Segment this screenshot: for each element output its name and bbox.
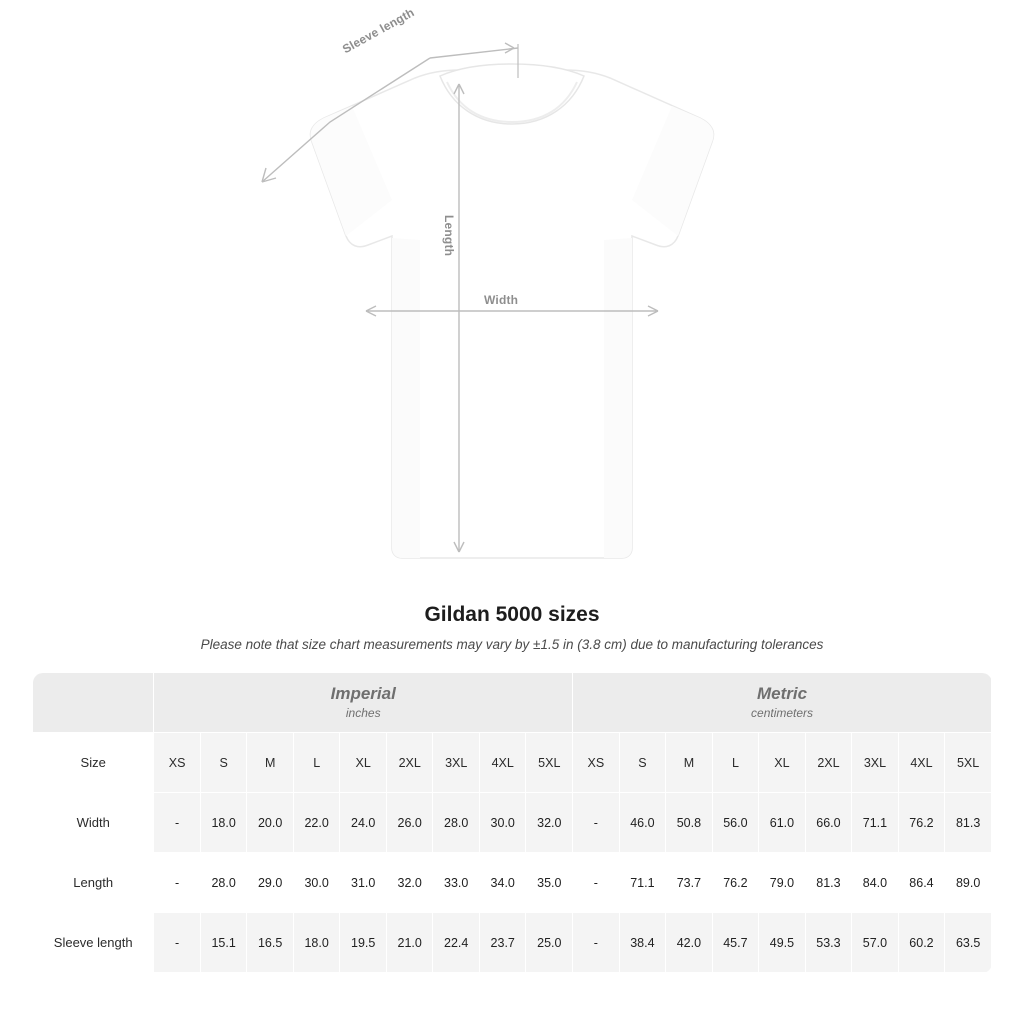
measurement-cell: 81.3 [945,793,992,853]
measurement-cell: 63.5 [945,913,992,973]
measurement-cell: 71.1 [852,793,899,853]
measurement-cell: 38.4 [619,913,666,973]
measurement-cell: 86.4 [898,853,945,913]
measurement-cell: - [154,793,201,853]
size-header-cell: S [619,733,666,793]
measurement-cell: 73.7 [666,853,713,913]
measurement-cell: 60.2 [898,913,945,973]
table-row [33,793,992,853]
size-header-cell: 2XL [386,733,433,793]
unit-subtitle: inches [345,706,381,721]
measurement-cell: 20.0 [247,793,294,853]
row-label: Length [33,853,154,913]
measurement-cell: 50.8 [666,793,713,853]
measurement-cell: 15.1 [200,913,247,973]
measurement-cell: 79.0 [759,853,806,913]
table-row [33,913,992,973]
measurement-cell: - [573,853,620,913]
size-header-cell: XL [759,733,806,793]
measurement-cell: 46.0 [619,793,666,853]
table-row [33,853,992,913]
measurement-cell: 22.4 [433,913,480,973]
measurement-cell: 32.0 [526,793,573,853]
size-header-cell: 5XL [526,733,573,793]
measurement-cell: 16.5 [247,913,294,973]
unit-subtitle: centimeters [751,706,814,721]
size-header-cell: 3XL [852,733,899,793]
measurement-cell: 81.3 [805,853,852,913]
size-header-cell: 4XL [898,733,945,793]
size-header-cell: M [666,733,713,793]
size-header-label: Size [33,733,154,793]
measurement-cell: 28.0 [200,853,247,913]
size-header-cell: 5XL [945,733,992,793]
row-label: Sleeve length [33,913,154,973]
measurement-cell: - [154,913,201,973]
measurement-cell: 25.0 [526,913,573,973]
measurement-cell: 18.0 [293,913,340,973]
size-header-cell: XS [154,733,201,793]
measurement-cell: 19.5 [340,913,387,973]
measurement-cell: 26.0 [386,793,433,853]
unit-header-imperial [154,673,573,733]
measurement-cell: 71.1 [619,853,666,913]
measurement-cell: - [154,853,201,913]
measurement-cell: 30.0 [479,793,526,853]
measurement-cell: 28.0 [433,793,480,853]
measurement-cell: 24.0 [340,793,387,853]
measurement-cell: 31.0 [340,853,387,913]
measurement-cell: 23.7 [479,913,526,973]
measurement-cell: 53.3 [805,913,852,973]
title-block [0,603,1024,652]
measurement-cell: 45.7 [712,913,759,973]
measurement-cell: 34.0 [479,853,526,913]
sleeve-length-label: Sleeve length [340,5,417,57]
size-header-cell: XS [573,733,620,793]
measurement-cell: 76.2 [898,793,945,853]
length-label: Length [442,215,456,257]
measurement-cell: - [573,793,620,853]
size-header-cell: 2XL [805,733,852,793]
size-header-cell: S [200,733,247,793]
measurement-cell: 66.0 [805,793,852,853]
measurement-cell: 89.0 [945,853,992,913]
size-header-cell: 3XL [433,733,480,793]
measurement-cell: - [573,913,620,973]
measurement-cell: 61.0 [759,793,806,853]
measurement-cell: 76.2 [712,853,759,913]
unit-header-metric [573,673,992,733]
unit-name: Imperial [330,683,396,703]
size-header-cell: XL [340,733,387,793]
unit-name: Metric [757,683,808,703]
measurement-cell: 42.0 [666,913,713,973]
measurement-cell: 30.0 [293,853,340,913]
measurement-cell: 29.0 [247,853,294,913]
measurement-cell: 57.0 [852,913,899,973]
measurement-cell: 33.0 [433,853,480,913]
size-header-cell: 4XL [479,733,526,793]
measurement-cell: 49.5 [759,913,806,973]
size-header-row [33,733,992,793]
size-header-cell: M [247,733,294,793]
size-chart-table [32,672,992,973]
unit-header-row [33,673,992,733]
size-header-cell: L [293,733,340,793]
measurement-cell: 56.0 [712,793,759,853]
page-title: Gildan 5000 sizes [424,603,600,626]
size-chart-table-wrapper [32,672,992,973]
tolerance-note: Please note that size chart measurements may vary by ±1.5 in (3.8 cm) due to manufacturing tolerances [200,637,824,652]
table-corner-cell [33,673,154,733]
measurement-cell: 32.0 [386,853,433,913]
measurement-cell: 21.0 [386,913,433,973]
measurement-cell: 84.0 [852,853,899,913]
measurement-cell: 22.0 [293,793,340,853]
width-label: Width [484,293,519,307]
row-label: Width [33,793,154,853]
measurement-cell: 35.0 [526,853,573,913]
size-header-cell: L [712,733,759,793]
measurement-cell: 18.0 [200,793,247,853]
